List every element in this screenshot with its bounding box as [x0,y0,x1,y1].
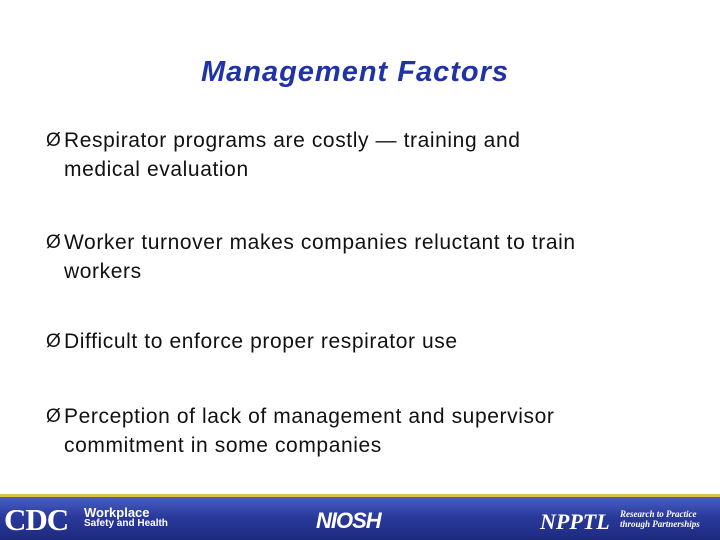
niosh-logo: NIOSH [316,508,381,533]
bullet-text-line1: Perception of lack of management and supervisor [64,405,555,428]
npptl-logo: NPPTL [540,509,610,534]
bullet-text-line1: Difficult to enforce proper respirator use [64,330,458,353]
cdc-tagline-line2: Safety and Health [84,518,168,529]
cdc-logo: CDC [4,502,69,537]
slide-title: Management Factors [200,56,510,88]
bullet-text-line2: workers [64,260,142,283]
arrow-bullet-icon: Ø [46,130,62,151]
npptl-tagline-line1: Research to Practice [620,509,697,519]
bullet-text-line1: Worker turnover makes companies reluctant to train [64,231,576,254]
npptl-tagline [620,509,716,529]
arrow-bullet-icon: Ø [46,331,62,352]
bullet-text-line2: commitment in some companies [64,434,382,457]
bullet-text-line2: medical evaluation [64,158,249,181]
cdc-tagline-line1: Workplace [84,505,150,520]
bullet-item [46,327,686,356]
bullet-item [46,228,686,286]
arrow-bullet-icon: Ø [46,406,62,427]
bullet-text-line1: Respirator programs are costly — training and [64,129,521,152]
cdc-tagline [84,507,168,529]
bullet-item [46,126,686,184]
bullet-item [46,402,686,460]
footer-banner [0,494,720,540]
npptl-tagline-line2: through Partnerships [620,519,700,529]
arrow-bullet-icon: Ø [46,232,62,253]
